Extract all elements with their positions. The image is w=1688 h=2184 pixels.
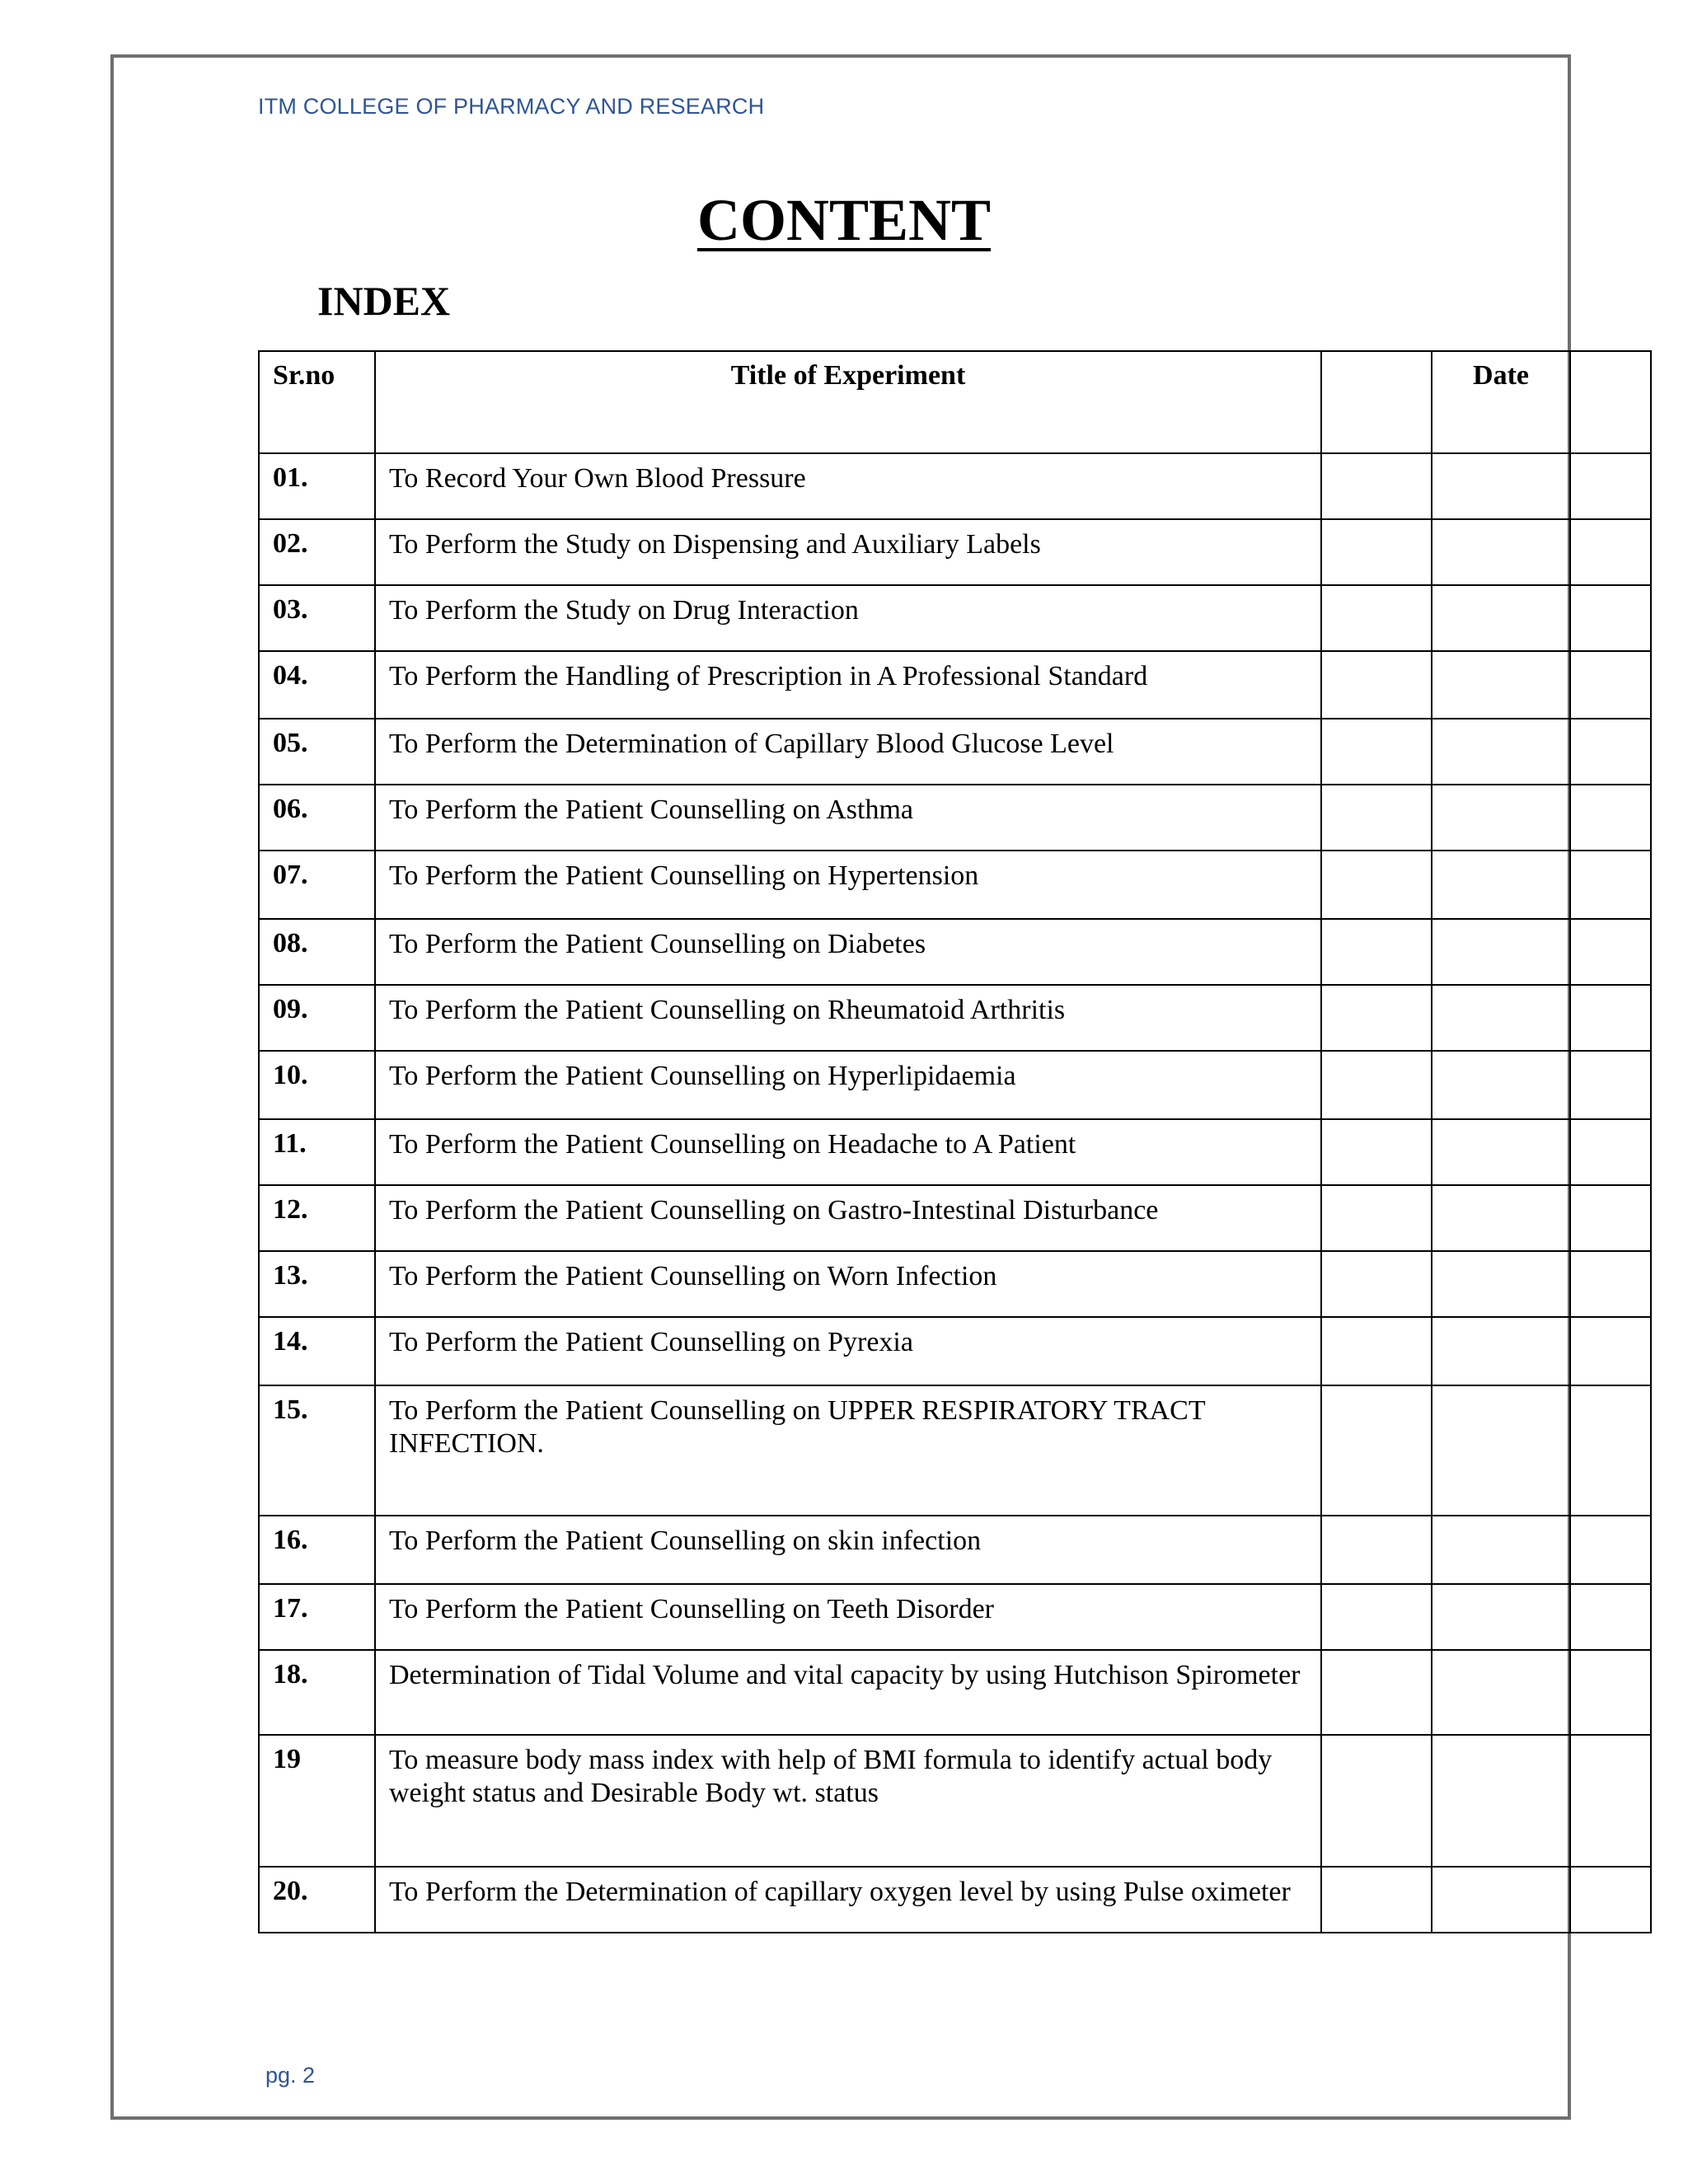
row-blank-cell (1321, 453, 1432, 519)
row-date-cell (1432, 1317, 1570, 1385)
table-row (259, 851, 1651, 919)
row-blank-cell (1321, 1385, 1432, 1516)
row-blank-cell (1321, 1185, 1432, 1251)
table-row (259, 1867, 1651, 1933)
table-row (259, 1185, 1651, 1251)
row-blank-cell-2 (1570, 1251, 1651, 1317)
row-date-cell (1432, 1385, 1570, 1516)
row-date-cell (1432, 719, 1570, 785)
table-row (259, 785, 1651, 851)
row-title: To Perform the Patient Counselling on Asthma (375, 785, 1321, 851)
row-srno: 04. (259, 651, 375, 719)
header-srno: Sr.no (259, 351, 375, 453)
table-row (259, 1584, 1651, 1650)
row-date-cell (1432, 1051, 1570, 1119)
row-title: To Perform the Handling of Prescription in A Professional Standard (375, 651, 1321, 719)
row-title: To Perform the Patient Counselling on Teeth Disorder (375, 1584, 1321, 1650)
row-srno: 07. (259, 851, 375, 919)
row-srno: 20. (259, 1867, 375, 1933)
row-title: To Perform the Patient Counselling on Headache to A Patient (375, 1119, 1321, 1185)
row-date-cell (1432, 1584, 1570, 1650)
index-heading: INDEX (317, 278, 451, 324)
row-title: To Perform the Patient Counselling on Hyperlipidaemia (375, 1051, 1321, 1119)
page-title: CONTENT (696, 187, 992, 253)
row-blank-cell (1321, 1317, 1432, 1385)
table-header-row (259, 351, 1651, 453)
row-blank-cell-2 (1570, 453, 1651, 519)
row-title: To Perform the Patient Counselling on skin infection (375, 1516, 1321, 1584)
row-blank-cell (1321, 985, 1432, 1051)
row-blank-cell (1321, 1584, 1432, 1650)
row-blank-cell-2 (1570, 851, 1651, 919)
header-blank-2 (1570, 351, 1651, 453)
row-srno: 17. (259, 1584, 375, 1650)
row-blank-cell-2 (1570, 985, 1651, 1051)
index-table (258, 350, 1652, 1933)
row-blank-cell (1321, 1516, 1432, 1584)
row-blank-cell-2 (1570, 785, 1651, 851)
row-srno: 01. (259, 453, 375, 519)
row-date-cell (1432, 1735, 1570, 1867)
row-blank-cell (1321, 1051, 1432, 1119)
row-date-cell (1432, 1251, 1570, 1317)
row-date-cell (1432, 785, 1570, 851)
row-blank-cell-2 (1570, 585, 1651, 651)
row-date-cell (1432, 651, 1570, 719)
row-title: To Perform the Patient Counselling on UPPER RESPIRATORY TRACT INFECTION. (375, 1385, 1321, 1516)
table-row (259, 985, 1651, 1051)
row-title: To Record Your Own Blood Pressure (375, 453, 1321, 519)
row-title: To Perform the Study on Drug Interaction (375, 585, 1321, 651)
row-date-cell (1432, 1516, 1570, 1584)
row-blank-cell-2 (1570, 1735, 1651, 1867)
table-row (259, 1251, 1651, 1317)
row-blank-cell-2 (1570, 1867, 1651, 1933)
table-row (259, 1385, 1651, 1516)
row-blank-cell-2 (1570, 719, 1651, 785)
row-blank-cell-2 (1570, 651, 1651, 719)
row-title: To Perform the Determination of Capillary Blood Glucose Level (375, 719, 1321, 785)
table-row (259, 585, 1651, 651)
row-srno: 14. (259, 1317, 375, 1385)
row-date-cell (1432, 1185, 1570, 1251)
row-title: To Perform the Study on Dispensing and Auxiliary Labels (375, 519, 1321, 585)
row-srno: 03. (259, 585, 375, 651)
row-blank-cell-2 (1570, 1584, 1651, 1650)
row-srno: 15. (259, 1385, 375, 1516)
row-blank-cell (1321, 851, 1432, 919)
row-title: To Perform the Patient Counselling on Diabetes (375, 919, 1321, 985)
row-blank-cell-2 (1570, 1051, 1651, 1119)
row-srno: 10. (259, 1051, 375, 1119)
table-body (259, 453, 1651, 1933)
row-date-cell (1432, 1867, 1570, 1933)
header-title: Title of Experiment (375, 351, 1321, 453)
table-row (259, 919, 1651, 985)
row-srno: 02. (259, 519, 375, 585)
table-row (259, 1516, 1651, 1584)
row-srno: 05. (259, 719, 375, 785)
table-row (259, 453, 1651, 519)
institution-header: ITM COLLEGE OF PHARMACY AND RESEARCH (258, 94, 765, 119)
header-blank-1 (1321, 351, 1432, 453)
row-title: To Perform the Patient Counselling on Worn Infection (375, 1251, 1321, 1317)
row-blank-cell-2 (1570, 919, 1651, 985)
row-date-cell (1432, 585, 1570, 651)
row-srno: 16. (259, 1516, 375, 1584)
row-srno: 12. (259, 1185, 375, 1251)
row-srno: 19 (259, 1735, 375, 1867)
table-row (259, 651, 1651, 719)
row-date-cell (1432, 985, 1570, 1051)
row-blank-cell (1321, 719, 1432, 785)
row-blank-cell-2 (1570, 519, 1651, 585)
row-date-cell (1432, 1119, 1570, 1185)
row-blank-cell (1321, 1650, 1432, 1735)
row-blank-cell (1321, 1867, 1432, 1933)
row-date-cell (1432, 919, 1570, 985)
row-blank-cell (1321, 585, 1432, 651)
table-row (259, 1650, 1651, 1735)
table-row (259, 719, 1651, 785)
row-srno: 06. (259, 785, 375, 851)
row-blank-cell (1321, 651, 1432, 719)
row-blank-cell-2 (1570, 1185, 1651, 1251)
row-blank-cell-2 (1570, 1317, 1651, 1385)
row-blank-cell (1321, 785, 1432, 851)
row-blank-cell (1321, 919, 1432, 985)
row-date-cell (1432, 1650, 1570, 1735)
row-title: To Perform the Patient Counselling on Pyrexia (375, 1317, 1321, 1385)
row-title: To Perform the Determination of capillary oxygen level by using Pulse oximeter (375, 1867, 1321, 1933)
table-row (259, 519, 1651, 585)
row-title: To Perform the Patient Counselling on Gastro-Intestinal Disturbance (375, 1185, 1321, 1251)
row-srno: 11. (259, 1119, 375, 1185)
row-blank-cell (1321, 1735, 1432, 1867)
row-blank-cell (1321, 1119, 1432, 1185)
table-row (259, 1735, 1651, 1867)
row-date-cell (1432, 519, 1570, 585)
table-row (259, 1119, 1651, 1185)
header-date: Date (1432, 351, 1570, 453)
row-srno: 18. (259, 1650, 375, 1735)
table-row (259, 1051, 1651, 1119)
row-blank-cell-2 (1570, 1650, 1651, 1735)
row-blank-cell-2 (1570, 1516, 1651, 1584)
table-row (259, 1317, 1651, 1385)
row-title: To Perform the Patient Counselling on Hypertension (375, 851, 1321, 919)
row-blank-cell-2 (1570, 1385, 1651, 1516)
page-number: pg. 2 (265, 2063, 316, 2088)
row-blank-cell (1321, 519, 1432, 585)
row-date-cell (1432, 851, 1570, 919)
row-srno: 13. (259, 1251, 375, 1317)
row-date-cell (1432, 453, 1570, 519)
row-title: To measure body mass index with help of BMI formula to identify actual body weight status and Desirable Body wt. status (375, 1735, 1321, 1867)
row-srno: 09. (259, 985, 375, 1051)
row-title: To Perform the Patient Counselling on Rheumatoid Arthritis (375, 985, 1321, 1051)
row-srno: 08. (259, 919, 375, 985)
row-blank-cell-2 (1570, 1119, 1651, 1185)
row-blank-cell (1321, 1251, 1432, 1317)
row-title: Determination of Tidal Volume and vital capacity by using Hutchison Spirometer (375, 1650, 1321, 1735)
